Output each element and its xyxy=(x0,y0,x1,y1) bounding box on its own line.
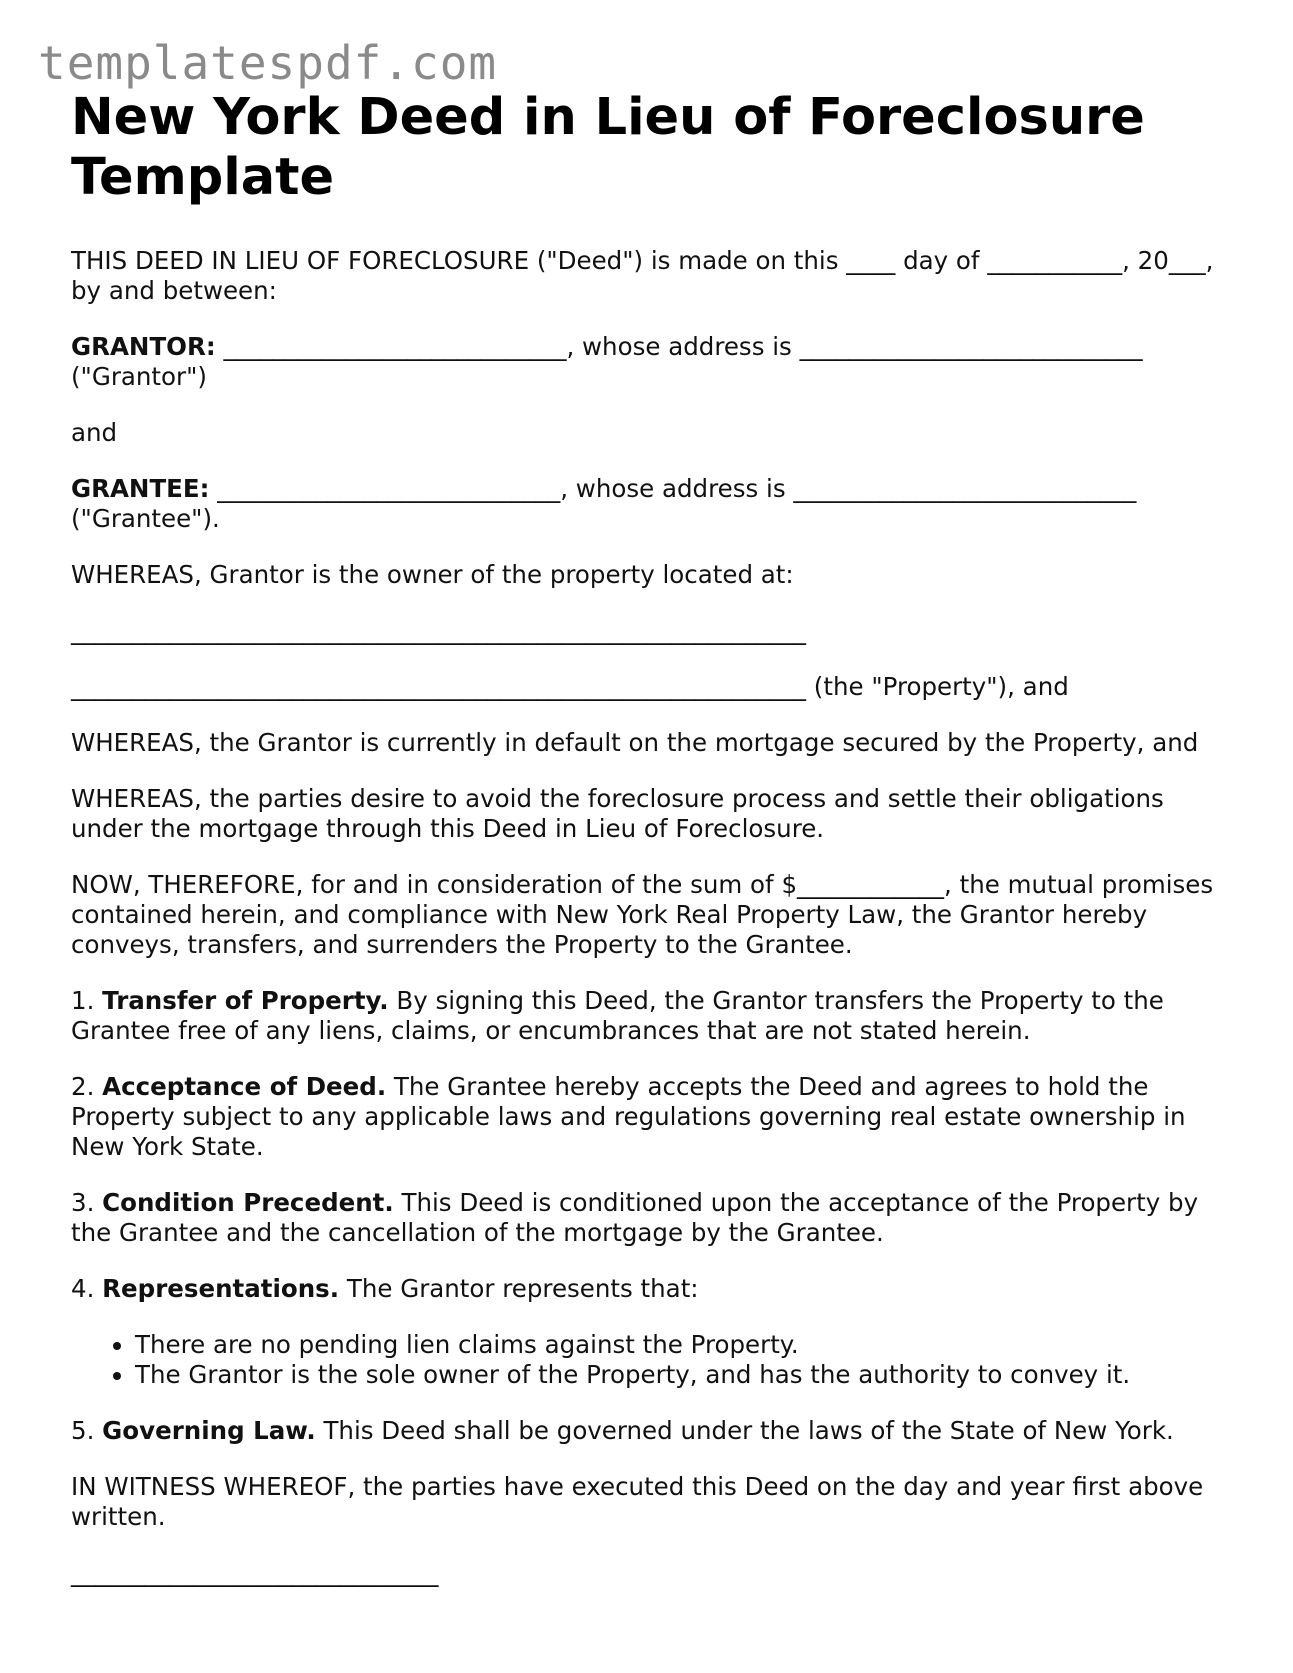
grantee-paragraph xyxy=(71,474,1231,534)
whereas-default-paragraph: WHEREAS, the Grantor is currently in default on the mortgage secured by the Property, and xyxy=(71,728,1199,757)
section-number: 1. xyxy=(71,986,103,1015)
whereas-avoid-paragraph: WHEREAS, the parties desire to avoid the foreclosure process and settle their obligations under the mortgage through this Deed in Lieu of Foreclosure. xyxy=(71,784,1164,843)
representations-list xyxy=(71,1330,1231,1390)
witness-paragraph: IN WITNESS WHEREOF, the parties have executed this Deed on the day and year first above written. xyxy=(71,1472,1204,1531)
section-text: The Grantee hereby accepts the Deed and agrees to hold the Property subject to any applicable laws and regulations governing real estate ownership in New York State. xyxy=(71,1072,1186,1161)
section-heading: Governing Law. xyxy=(102,1416,316,1445)
section-text: This Deed is conditioned upon the acceptance of the Property by the Grantee and the cancellation of the mortgage by the Grantee. xyxy=(71,1188,1199,1247)
section-heading: Representations. xyxy=(102,1274,340,1303)
grantor-text: ____________________________, whose address is ____________________________ ("Grantor") xyxy=(71,332,1143,391)
section-heading: Acceptance of Deed. xyxy=(102,1072,387,1101)
section-number: 3. xyxy=(71,1188,103,1217)
and-paragraph: and xyxy=(71,418,118,447)
section-text: By signing this Deed, the Grantor transfers the Property to the Grantee free of any liens, claims, or encumbrances that are not stated herein. xyxy=(71,986,1164,1045)
section-representations xyxy=(71,1274,1231,1304)
grantor-label: GRANTOR: xyxy=(71,332,216,361)
section-text: The Grantor represents that: xyxy=(339,1274,699,1303)
section-number: 4. xyxy=(71,1274,103,1303)
grantee-label: GRANTEE: xyxy=(71,474,210,503)
grantor-paragraph xyxy=(71,332,1231,392)
list-item: • There are no pending lien claims against the Property. xyxy=(135,1330,1231,1360)
section-number: 2. xyxy=(71,1072,103,1101)
intro-paragraph: THIS DEED IN LIEU OF FORECLOSURE ("Deed") is made on this ____ day of ___________, 20___, by and between: xyxy=(71,246,1214,305)
document-title: New York Deed in Lieu of Foreclosure Template xyxy=(71,88,1145,207)
document-body xyxy=(71,88,1231,1614)
property-line-1: ____________________________________________________________ xyxy=(71,616,806,645)
watermark: templatespdf.com xyxy=(38,36,498,90)
section-heading: Transfer of Property. xyxy=(102,986,389,1015)
section-number: 5. xyxy=(71,1416,103,1445)
signature-line: ______________________________ xyxy=(71,1558,439,1587)
section-acceptance xyxy=(71,1072,1231,1162)
list-item: • The Grantor is the sole owner of the Property, and has the authority to convey it. xyxy=(135,1360,1231,1390)
grantee-text: ____________________________, whose address is ____________________________ ("Grantee"). xyxy=(71,474,1137,533)
section-condition xyxy=(71,1188,1231,1248)
section-transfer xyxy=(71,986,1231,1046)
now-therefore-paragraph: NOW, THEREFORE, for and in consideration of the sum of $____________, the mutual promises contained herein, and compliance with New York Real Property Law, the Grantor hereby conveys, transfers, and surrenders the Property to the Grantee. xyxy=(71,870,1214,959)
section-text: This Deed shall be governed under the laws of the State of New York. xyxy=(315,1416,1174,1445)
section-heading: Condition Precedent. xyxy=(102,1188,394,1217)
section-governing-law xyxy=(71,1416,1231,1446)
whereas-owner-paragraph: WHEREAS, Grantor is the owner of the property located at: xyxy=(71,560,794,589)
property-line-2: ____________________________________________________________ (the "Property"), and xyxy=(71,672,1069,701)
